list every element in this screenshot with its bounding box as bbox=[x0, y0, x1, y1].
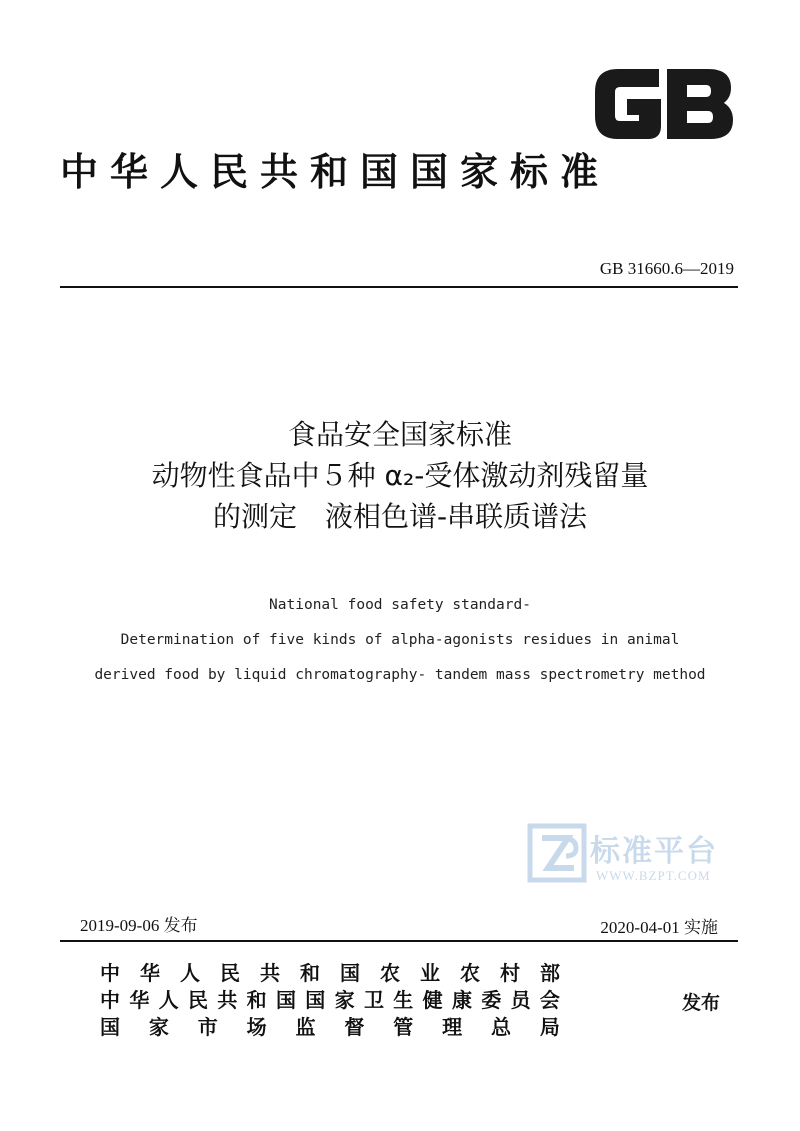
issuer-char: 监 bbox=[295, 1015, 316, 1039]
issuer-char: 局 bbox=[539, 1015, 560, 1039]
english-title-line-1: National food safety standard- bbox=[269, 597, 531, 613]
issuer-char: 共 bbox=[217, 988, 238, 1012]
issuer-char: 民 bbox=[220, 961, 240, 985]
issuer-char: 华 bbox=[140, 961, 160, 985]
issuer-char: 生 bbox=[393, 988, 414, 1012]
issuer-char: 中 bbox=[100, 961, 120, 985]
watermark bbox=[526, 820, 736, 892]
watermark-text: 标准平台 bbox=[590, 834, 718, 869]
bottom-divider bbox=[60, 940, 738, 942]
issuer-char: 国 bbox=[305, 988, 326, 1012]
chinese-title bbox=[60, 414, 740, 537]
issuer-char: 康 bbox=[451, 988, 472, 1012]
issuer-char: 农 bbox=[380, 961, 400, 985]
issuer-row bbox=[100, 960, 560, 987]
issuer-char: 民 bbox=[187, 988, 208, 1012]
issuer-char: 员 bbox=[510, 988, 531, 1012]
implementation-date: 2020-04-01 实施 bbox=[600, 918, 718, 937]
issuer-char: 业 bbox=[420, 961, 440, 985]
issuer-char: 农 bbox=[460, 961, 480, 985]
issuer-char: 和 bbox=[300, 961, 320, 985]
issuer-char: 共 bbox=[260, 961, 280, 985]
issuer-char: 总 bbox=[491, 1015, 511, 1039]
issuer-char: 国 bbox=[100, 1015, 120, 1039]
issuer-char: 家 bbox=[148, 1015, 169, 1039]
issuer-char: 场 bbox=[246, 1015, 267, 1039]
issue-date: 2019-09-06 发布 bbox=[80, 916, 198, 935]
chinese-title-line-1: 食品安全国家标准 bbox=[287, 418, 512, 451]
issuer-char: 管 bbox=[393, 1015, 414, 1039]
english-title-line-2: Determination of five kinds of alpha-agonists residues in animal bbox=[120, 632, 680, 648]
issuer-row bbox=[100, 1014, 560, 1041]
issuer-char: 健 bbox=[422, 988, 443, 1012]
issuer-char: 督 bbox=[344, 1015, 365, 1039]
issuer-char: 委 bbox=[481, 988, 502, 1012]
issuer-char: 国 bbox=[340, 961, 360, 985]
issuer-char: 卫 bbox=[363, 988, 384, 1012]
issuer-char: 人 bbox=[180, 961, 200, 985]
chinese-title-line-3: 的测定 液相色谱-串联质谱法 bbox=[212, 500, 588, 533]
issuer-row bbox=[100, 987, 560, 1014]
issuer-char: 和 bbox=[246, 988, 267, 1012]
issuer-char: 家 bbox=[334, 988, 355, 1012]
issuer-char: 理 bbox=[442, 1015, 463, 1039]
watermark-url: WWW.BZPT.COM bbox=[596, 868, 711, 883]
issuer-char: 华 bbox=[129, 988, 150, 1012]
issuer-char: 村 bbox=[500, 961, 520, 985]
publish-label: 发布 bbox=[682, 992, 721, 1014]
issuer-char: 会 bbox=[539, 988, 560, 1012]
issuing-authorities bbox=[100, 960, 570, 1041]
chinese-title-line-2: 动物性食品中５种 α₂-受体激动剂残留量 bbox=[151, 459, 649, 492]
issuer-char: 国 bbox=[275, 988, 296, 1012]
national-standard-title: 中华人民共和国国家标准 bbox=[60, 150, 611, 194]
issuer-char: 中 bbox=[100, 988, 120, 1012]
english-title bbox=[60, 588, 740, 693]
top-divider bbox=[60, 286, 738, 288]
english-title-line-3: derived food by liquid chromatography- tandem mass spectrometry method bbox=[94, 667, 706, 683]
gb-logo bbox=[588, 60, 738, 146]
issuer-char: 市 bbox=[197, 1015, 218, 1039]
issuer-char: 部 bbox=[540, 961, 560, 985]
watermark-logo-icon bbox=[526, 820, 590, 886]
standard-number: GB 31660.6—2019 bbox=[599, 259, 734, 278]
issuer-char: 人 bbox=[158, 988, 179, 1012]
